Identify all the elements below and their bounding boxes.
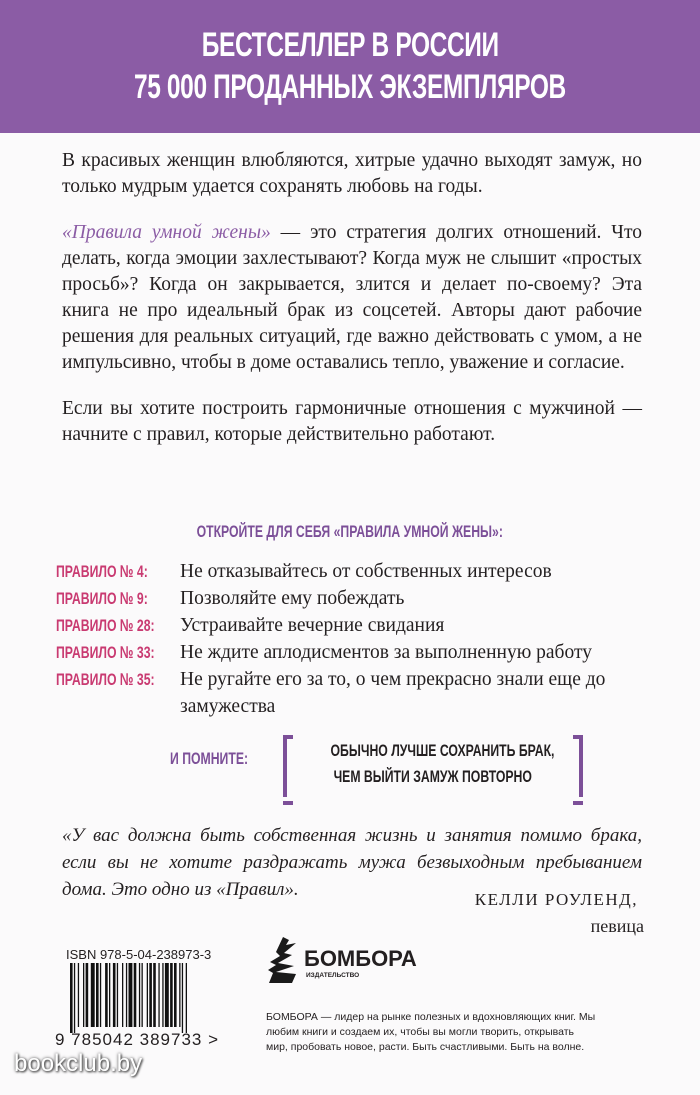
bestseller-banner — [0, 0, 700, 133]
banner-line-2: 75 000 ПРОДАННЫХ ЭКЗЕМПЛЯРОВ — [134, 68, 566, 106]
barcode-bar — [117, 963, 118, 1027]
publisher-about: БОМБОРА — лидер на рынке полезных и вдохновляющих книг. Мы любим книги и создаем их, чтобы вы могли творить, открывать мир, пробовать новое, расти. Быть счастливыми. Быть на волне. — [266, 1011, 596, 1053]
barcode-bar — [78, 963, 79, 1027]
barcode-bar — [126, 963, 127, 1027]
publisher-sub: ИЗДАТЕЛЬСТВО — [306, 972, 360, 979]
remember-line-2: ЧЕМ ВЫЙТИ ЗАМУЖ ПОВТОРНО — [333, 767, 533, 786]
barcode-bar — [142, 963, 143, 1027]
barcode-bar — [100, 963, 101, 1027]
barcode-bar — [122, 963, 123, 1027]
paragraph-2: «Правила умной жены» — это стратегия долгих отношений. Что делать, когда эмоции захлестывают? Когда муж не слышит «простых просьб»? Когда он закрывается, злится и делает по-своему? Эта книга не про идеальный брак из соцсетей. Авторы дают рабочие решения для реальных ситуаций, где важно действовать с умом, а не импульсивно, чтобы в доме оставались тепло, уважение и согласие. — [62, 222, 642, 373]
barcode-bar — [86, 963, 89, 1027]
barcode-digits: 9 785042 389733 > — [55, 1030, 220, 1049]
barcode-bar — [83, 963, 84, 1027]
remember-line-1: ОБЫЧНО ЛУЧШЕ СОХРАНИТЬ БРАК, — [330, 741, 555, 760]
rules-list — [50, 558, 670, 720]
publisher-name: БОМБОРА — [304, 946, 417, 971]
barcode-bar — [149, 963, 152, 1027]
bracket-frame — [283, 735, 583, 797]
barcode-bar — [91, 963, 95, 1027]
barcode-bar — [182, 963, 183, 1033]
barcode-bar — [170, 963, 173, 1027]
rule-label: ПРАВИЛО № 35: — [56, 670, 155, 689]
rule-label: ПРАВИЛО № 4: — [56, 562, 148, 581]
barcode-bar — [105, 963, 108, 1027]
barcode-bar — [113, 963, 116, 1027]
barcode-bar — [174, 963, 177, 1027]
barcode — [70, 963, 222, 1033]
rule-text: Не отказывайтесь от собственных интересов — [180, 561, 552, 582]
barcode-bar — [186, 963, 187, 1033]
watermark: bookclub.by — [14, 1050, 143, 1077]
paragraph-3: Если вы хотите построить гармоничные отношения с мужчиной — начните с правил, которые действительно работают. — [62, 398, 642, 445]
rule-text: Не ругайте его за то, о чем прекрасно знали еще до замужества — [180, 669, 606, 717]
quote-author: КЕЛЛИ РОУЛЕНД, — [474, 890, 638, 909]
isbn-label: ISBN 978-5-04-238973-3 — [66, 947, 212, 962]
rule-label: ПРАВИЛО № 33: — [56, 643, 155, 662]
rule-text: Позволяйте ему побеждать — [180, 588, 405, 609]
rule-item — [50, 558, 670, 585]
barcode-bar — [74, 963, 75, 1033]
rule-item — [50, 612, 670, 639]
rule-label: ПРАВИЛО № 28: — [56, 616, 155, 635]
paragraph-1: В красивых женщин влюбляются, хитрые удачно выходят замуж, но только мудрым удается сохранять любовь на годы. — [62, 150, 642, 197]
barcode-bar — [147, 963, 148, 1027]
description — [62, 148, 642, 468]
remember-label: И ПОМНИТЕ: — [170, 749, 249, 768]
rule-label: ПРАВИЛО № 9: — [56, 589, 148, 608]
barcode-bar — [162, 963, 163, 1027]
barcode-bar — [139, 963, 140, 1027]
rule-text: Не ждите аплодисментов за выполненную работу — [180, 642, 592, 663]
barcode-bar — [134, 963, 137, 1027]
testimonial-quote: «У вас должна быть собственная жизнь и занятия помимо брака, если вы не хотите раздражать мужа безвыходным пребыванием дома. Это одно из «Правил». — [62, 825, 642, 900]
author-role: певица — [590, 916, 644, 936]
barcode-bar — [158, 963, 159, 1027]
barcode-bar — [153, 963, 156, 1027]
barcode-bar — [179, 963, 180, 1027]
book-title: «Правила умной жены» — [62, 222, 271, 243]
barcode-bar — [109, 963, 110, 1027]
rule-item — [50, 666, 670, 720]
rules-heading: ОТКРОЙТЕ ДЛЯ СЕБЯ «ПРАВИЛА УМНОЙ ЖЕНЫ»: — [196, 522, 504, 541]
barcode-bar — [96, 963, 99, 1027]
barcode-bar — [70, 963, 73, 1033]
rule-item — [50, 639, 670, 666]
barcode-bar — [129, 963, 133, 1027]
barcode-bar — [165, 963, 169, 1027]
banner-line-1: БЕСТСЕЛЛЕР В РОССИИ — [201, 26, 499, 64]
rule-text: Устраивайте вечерние свидания — [180, 615, 445, 636]
rule-item — [50, 585, 670, 612]
